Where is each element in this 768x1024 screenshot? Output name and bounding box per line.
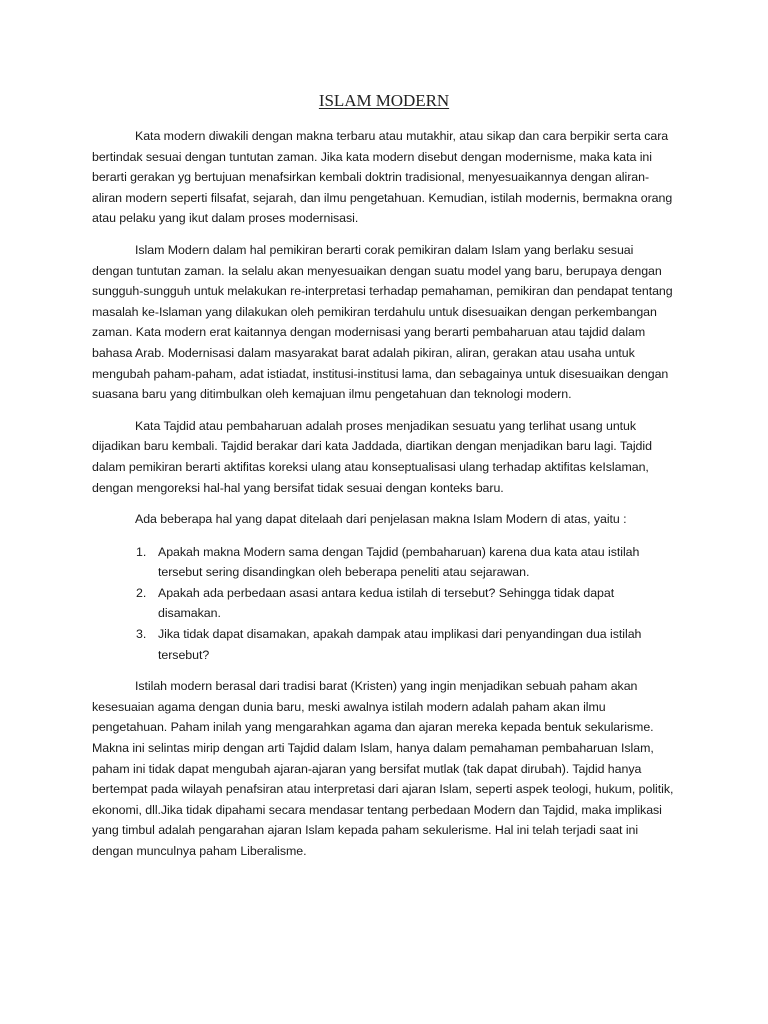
list-item-text: Apakah makna Modern sama dengan Tajdid (pembaharuan) karena dua kata atau istilah tersebut sering disandingkan oleh beberapa peneliti atau sejarawan. — [158, 544, 640, 580]
questions-list — [92, 542, 676, 666]
list-intro: Ada beberapa hal yang dapat ditelaah dari penjelasan makna Islam Modern di atas, yaitu : — [135, 512, 627, 527]
list-number: 2. — [136, 585, 147, 600]
list-item — [136, 624, 676, 665]
paragraph-definition-modern: Kata modern diwakili dengan makna terbaru atau mutakhir, atau sikap dan cara berpikir serta cara bertindak sesuai dengan tuntutan zaman. Jika kata modern disebut dengan modernisme, maka kata ini berarti gerakan yg bertujuan menafsirkan kembali doktrin tradisional, menyesuaikannya dengan aliran-aliran modern seperti filsafat, sejarah, dan ilmu pengetahuan. Kemudian, istilah modernis, bermakna orang atau pelaku yang ikut dalam proses modernisasi. — [92, 129, 673, 226]
paragraph-closing: Istilah modern berasal dari tradisi barat (Kristen) yang ingin menjadikan sebuah paham akan kesesuaian agama dengan dunia baru, meski awalnya istilah modern adalah paham akan ilmu pengetahuan. Paham inilah yang mengarahkan agama dan ajaran mereka kepada bentuk sekularisme. Makna ini selintas mirip dengan arti Tajdid dalam Islam, hanya dalam pemahaman pembaharuan Islam, paham ini tidak dapat mengubah ajaran-ajaran yang bersifat mutlak (tak dapat dirubah). Tajdid hanya bertempat pada wilayah penafsiran atau interpretasi dari ajaran Islam, seperti aspek teologi, hukum, politik, ekonomi, dll.Jika tidak dipahami secara mendasar tentang perbedaan Modern dan Tajdid, maka implikasi yang timbul adalah pengarahan ajaran Islam kepada paham sekulerisme. Hal ini telah terjadi saat ini dengan munculnya paham Liberalisme. — [92, 679, 674, 858]
list-item — [136, 583, 676, 624]
list-item-text: Jika tidak dapat disamakan, apakah dampak atau implikasi dari penyandingan dua istilah tersebut? — [158, 627, 642, 662]
paragraph-tajdid: Kata Tajdid atau pembaharuan adalah proses menjadikan sesuatu yang terlihat usang untuk dijadikan baru kembali. Tajdid berakar dari kata Jaddada, diartikan dengan menjadikan baru lagi. Tajdid dalam pemikiran berarti aktifitas koreksi ulang atau konseptualisasi ulang terhadap aktifitas keIslaman, dengan mengoreksi hal-hal yang bersifat tidak sesuai dengan konteks baru. — [92, 418, 652, 495]
paragraph-islam-modern: Islam Modern dalam hal pemikiran berarti corak pemikiran dalam Islam yang berlaku sesuai dengan tuntutan zaman. Ia selalu akan menyesuaikan dengan suatu model yang baru, berupaya dengan sungguh-sungguh untuk melakukan re-interpretasi terhadap pemahaman, pemikiran dan pendapat tentang masalah ke-Islaman yang dilakukan oleh pemikiran terdahulu untuk disesuaikan dengan perkembangan zaman. Kata modern erat kaitannya dengan modernisasi yang berarti pembaharuan atau tajdid dalam bahasa Arab. Modernisasi dalam masyarakat barat adalah pikiran, aliran, gerakan atau usaha untuk mengubah paham-paham, adat istiadat, institusi-institusi lama, dan sebagainya untuk disesuaikan dengan suasana baru yang ditimbulkan oleh kemajuan ilmu pengetahuan dan teknologi modern. — [92, 242, 673, 402]
list-number: 3. — [136, 627, 147, 642]
list-item-text: Apakah ada perbedaan asasi antara kedua istilah di tersebut? Sehingga tidak dapat disamakan. — [158, 585, 615, 621]
document-page — [92, 88, 676, 873]
list-item — [136, 542, 676, 583]
list-number: 1. — [136, 544, 147, 559]
document-title: ISLAM MODERN — [318, 91, 450, 110]
